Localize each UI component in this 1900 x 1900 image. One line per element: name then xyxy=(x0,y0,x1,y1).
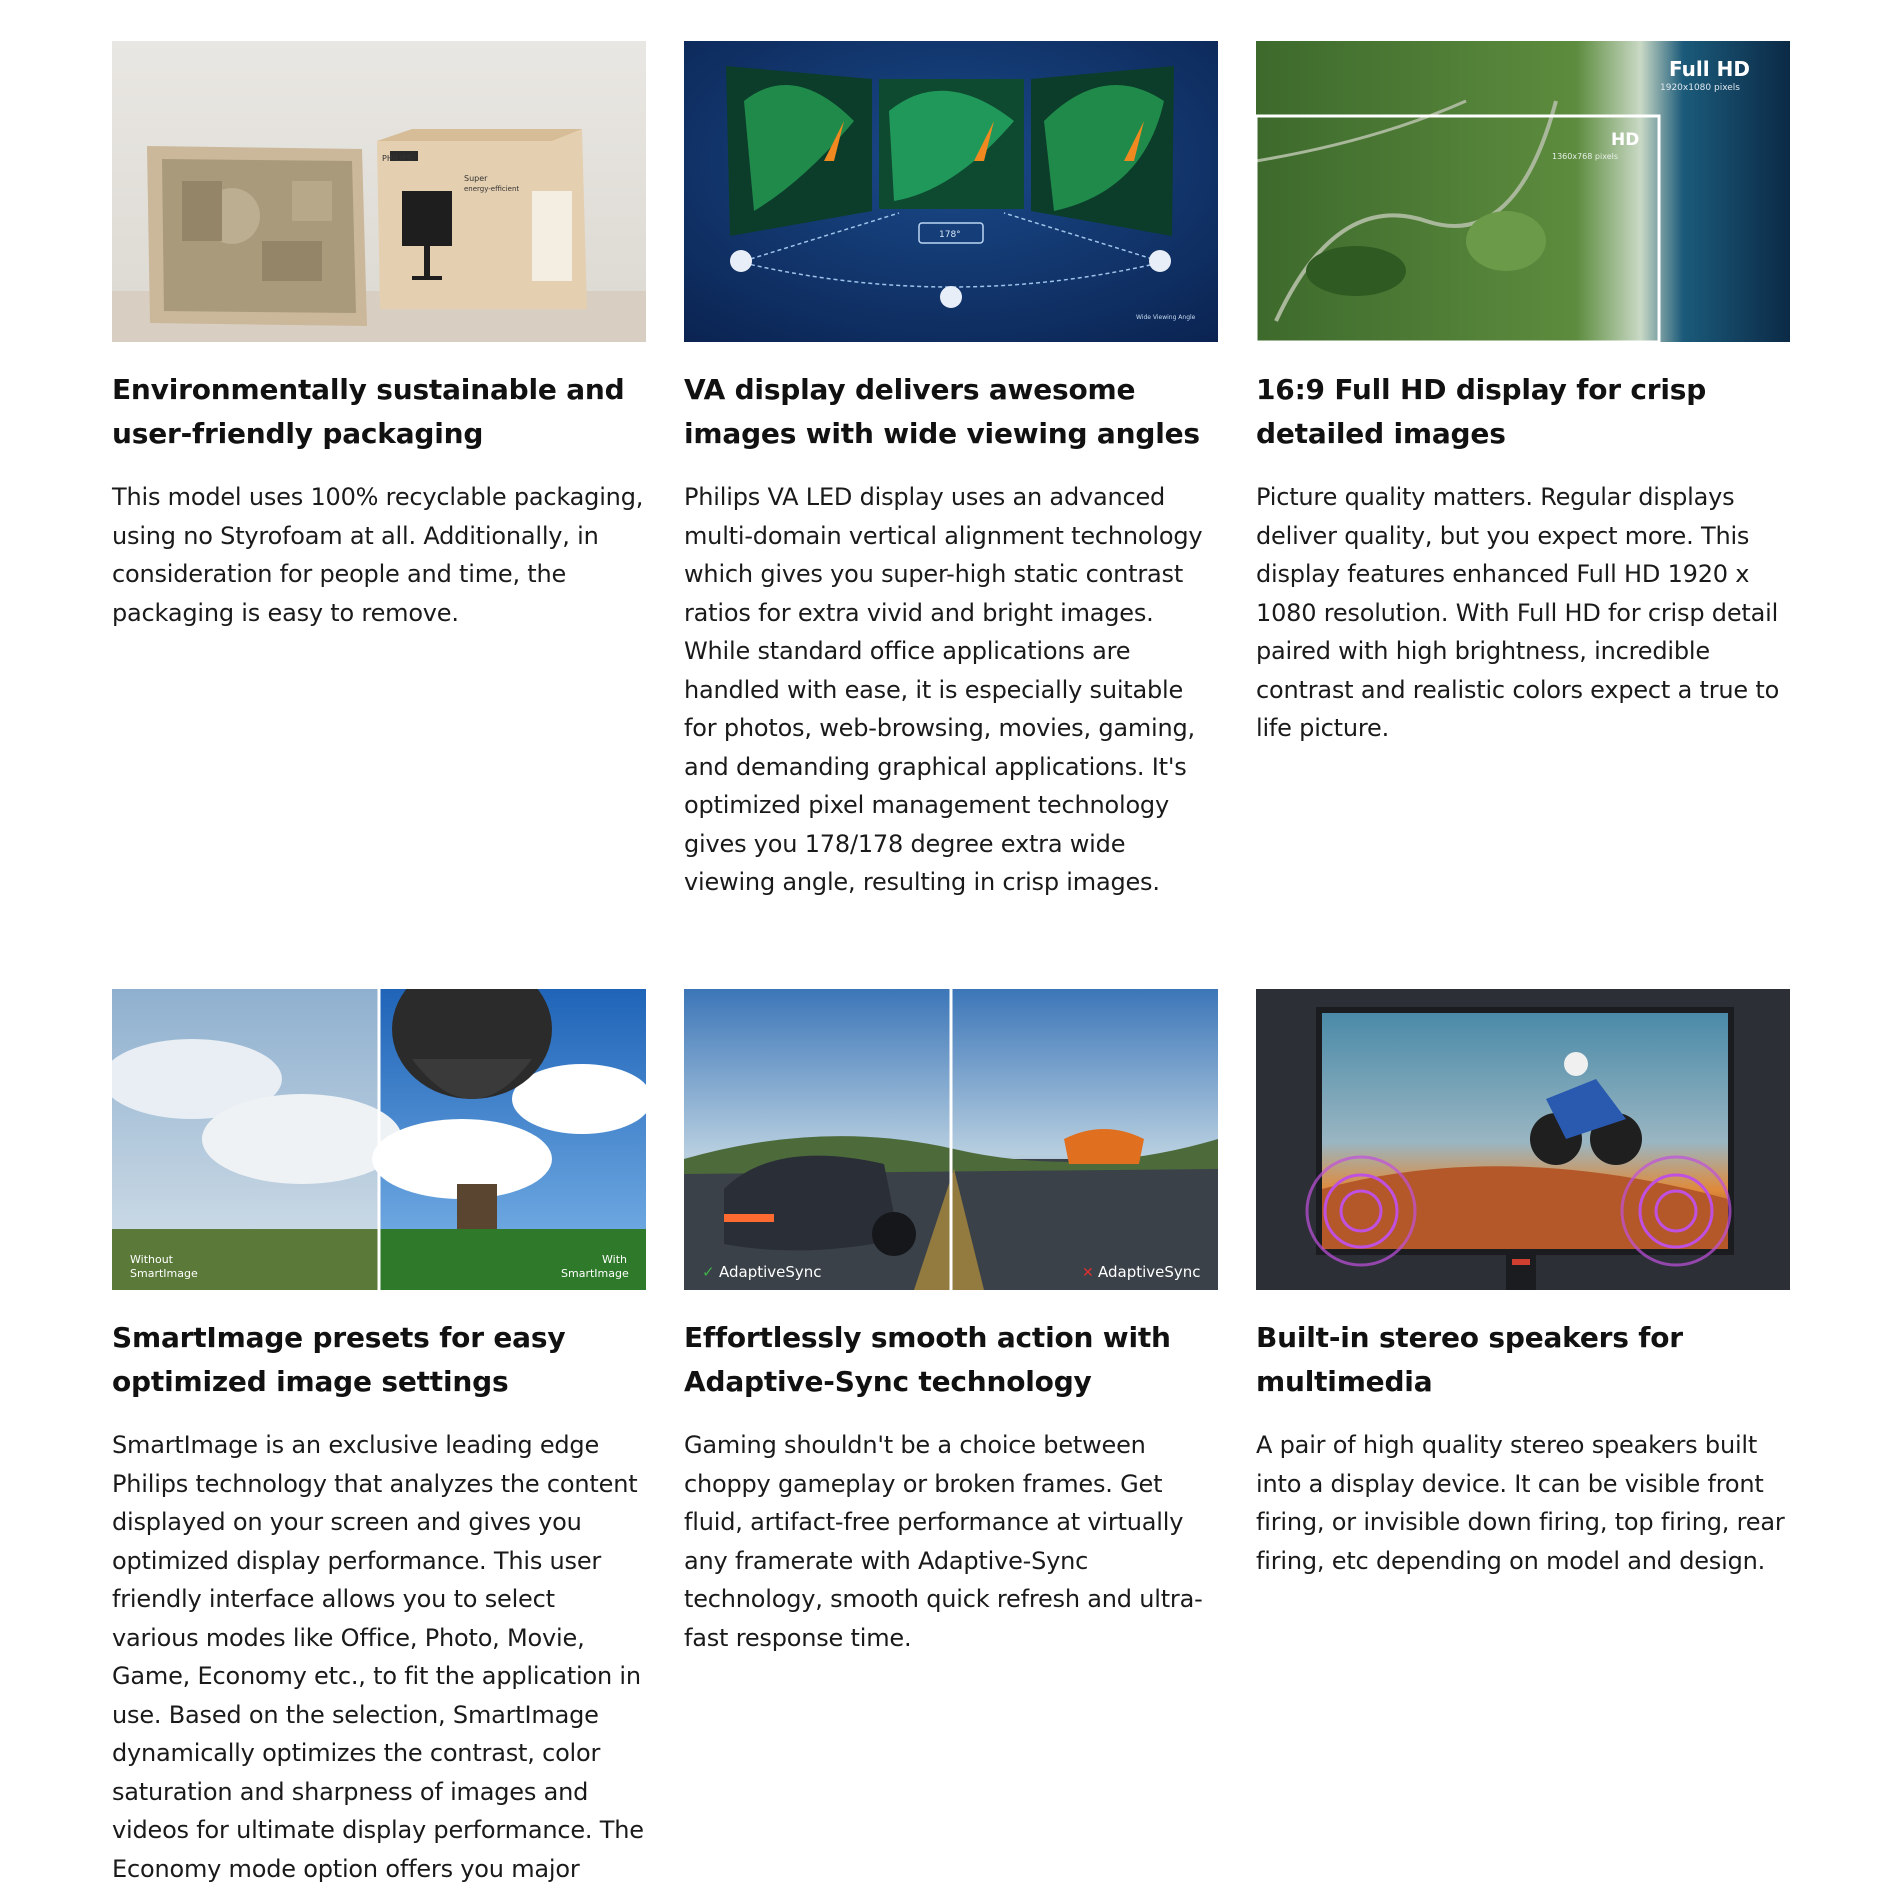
feature-title: Built-in stereo speakers for multimedia xyxy=(1256,1321,1683,1398)
angle-label: 178° xyxy=(939,230,961,240)
feature-description: A pair of high quality stereo speakers built into a display device. It can be visible front firing, or invisible down firing, top firing, rear firing, etc depending on model and design. xyxy=(1256,1431,1785,1575)
stereo-speakers-illustration xyxy=(1256,989,1790,1290)
feature-card-speakers xyxy=(1256,989,1790,1888)
adaptive-sync-image xyxy=(684,989,1218,1290)
packaging-illustration xyxy=(112,41,646,342)
feature-description: This model uses 100% recyclable packaging, using no Styrofoam at all. Additionally, in consideration for people and time, the packaging is easy to remove. xyxy=(112,483,644,627)
feature-card-smartimage xyxy=(112,989,646,1888)
check-icon: ✓ xyxy=(702,1263,715,1281)
box-energy-text: energy-efficient xyxy=(464,185,520,193)
feature-description: Philips VA LED display uses an advanced multi-domain vertical alignment technology which gives you super-high static contrast ratios for extra vivid and bright images. While standard office applications are handled with ease, it is especially suitable for photos, web-browsing, movies, gaming, and demanding graphical applications. It's optimized pixel management technology gives you 178/178 degree extra wide viewing angle, resulting in crisp images. xyxy=(684,483,1203,896)
hd-label: HD xyxy=(1611,130,1640,150)
feature-title: Environmentally sustainable and user-friendly packaging xyxy=(112,373,625,450)
smartimage-illustration xyxy=(112,989,646,1290)
without-label-2: SmartImage xyxy=(130,1267,198,1280)
feature-description: SmartImage is an exclusive leading edge Philips technology that analyzes the content displayed on your screen and gives you optimized display performance. This user friendly interface allows you to select various modes like Office, Photo, Movie, Game, Economy etc., to fit the application in use. Based on the selection, SmartImage dynamically optimizes the contrast, color saturation and sharpness of images and videos for ultimate display performance. The Economy mode option offers you major xyxy=(112,1431,644,1883)
without-adaptive-sync-label: AdaptiveSync xyxy=(1098,1263,1201,1281)
feature-card-va-display xyxy=(684,41,1218,989)
feature-description: Gaming shouldn't be a choice between choppy gameplay or broken frames. Get fluid, artifact-free performance at virtually any framerate with Adaptive-Sync technology, smooth quick refresh and ultra-fast response time. xyxy=(684,1431,1203,1652)
hd-pixels-label: 1360x768 pixels xyxy=(1552,152,1619,161)
smartimage-image xyxy=(112,989,646,1290)
full-hd-illustration xyxy=(1256,41,1790,342)
feature-title: Effortlessly smooth action with Adaptive-Sync technology xyxy=(684,1321,1171,1398)
viewing-angle-image xyxy=(684,41,1218,342)
feature-title: SmartImage presets for easy optimized image settings xyxy=(112,1321,566,1398)
feature-title: VA display delivers awesome images with wide viewing angles xyxy=(684,373,1200,450)
full-hd-image xyxy=(1256,41,1790,342)
with-label-2: SmartImage xyxy=(561,1267,629,1280)
box-brand-text: PHILIPS xyxy=(382,154,412,163)
box-super-text: Super xyxy=(464,174,488,183)
packaging-image xyxy=(112,41,646,342)
feature-description: Picture quality matters. Regular displays deliver quality, but you expect more. This display features enhanced Full HD 1920 x 1080 resolution. With Full HD for crisp detail paired with high brightness, incredible contrast and realistic colors expect a true to life picture. xyxy=(1256,483,1780,742)
full-hd-label: Full HD xyxy=(1669,57,1750,81)
viewing-angle-illustration xyxy=(684,41,1218,342)
wide-viewing-label: Wide Viewing Angle xyxy=(1136,314,1196,321)
with-adaptive-sync-label: AdaptiveSync xyxy=(719,1263,822,1281)
cross-icon: ✕ xyxy=(1082,1265,1094,1281)
feature-title: 16:9 Full HD display for crisp detailed images xyxy=(1256,373,1707,450)
feature-card-full-hd xyxy=(1256,41,1790,989)
stereo-speakers-image xyxy=(1256,989,1790,1290)
feature-grid xyxy=(112,41,1790,1888)
feature-card-adaptive-sync xyxy=(684,989,1218,1888)
adaptive-sync-illustration xyxy=(684,989,1218,1290)
with-label-1: With xyxy=(602,1253,627,1266)
feature-card-packaging xyxy=(112,41,646,989)
full-hd-pixels-label: 1920x1080 pixels xyxy=(1660,83,1740,93)
without-label-1: Without xyxy=(130,1253,173,1266)
